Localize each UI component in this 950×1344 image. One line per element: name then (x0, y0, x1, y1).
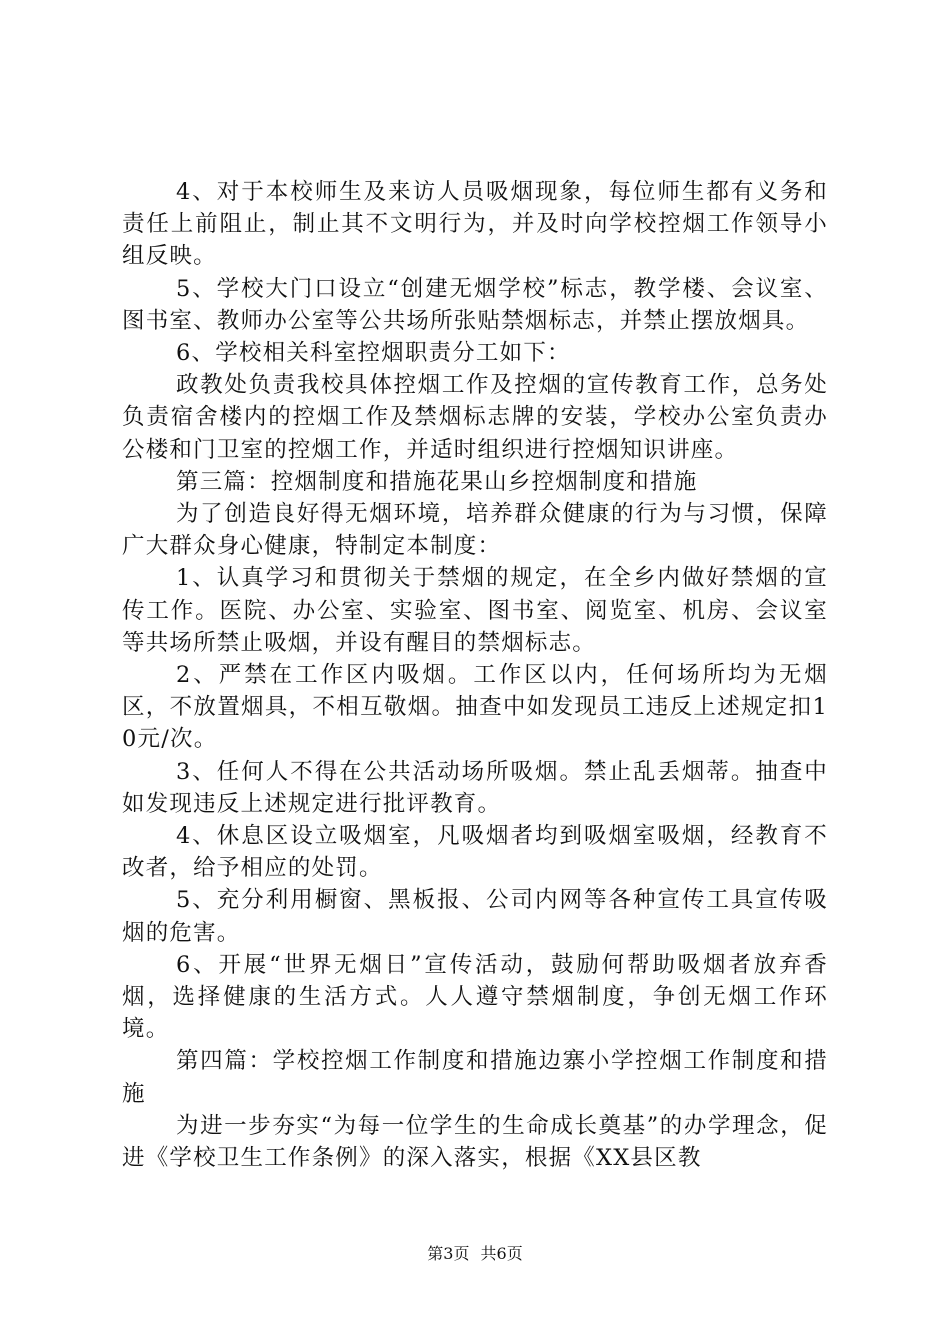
section-heading: 第四篇：学校控烟工作制度和措施边寨小学控烟工作制度和措施 (122, 1048, 828, 1107)
page-total: 共6页 (480, 1244, 523, 1263)
paragraph: 3、任何人不得在公共活动场所吸烟。禁止乱丢烟蒂。抽查中如发现违反上述规定进行批评教育。 (122, 758, 828, 817)
paragraph: 5、充分利用橱窗、黑板报、公司内网等各种宣传工具宣传吸烟的危害。 (122, 887, 828, 946)
paragraph: 2、严禁在工作区内吸烟。工作区以内，任何场所均为无烟区，不放置烟具，不相互敬烟。抽查中如发现员工违反上述规定扣10元/次。 (122, 662, 828, 753)
paragraph: 为了创造良好得无烟环境，培养群众健康的行为与习惯，保障广大群众身心健康，特制定本制度： (122, 501, 828, 560)
paragraph: 6、学校相关科室控烟职责分工如下： (176, 340, 571, 367)
section-heading: 第三篇：控烟制度和措施花果山乡控烟制度和措施 (176, 468, 698, 495)
paragraph: 5、学校大门口设立“创建无烟学校”标志，教学楼、会议室、图书室、教师办公室等公共场所张贴禁烟标志，并禁止摆放烟具。 (122, 275, 828, 334)
paragraph: 1、认真学习和贯彻关于禁烟的规定，在全乡内做好禁烟的宣传工作。医院、办公室、实验室、图书室、阅览室、机房、会议室等共场所禁止吸烟，并设有醒目的禁烟标志。 (122, 565, 828, 656)
paragraph: 4、休息区设立吸烟室，凡吸烟者均到吸烟室吸烟，经教育不改者，给予相应的处罚。 (122, 823, 828, 882)
paragraph: 为进一步夯实“为每一位学生的生命成长奠基”的办学理念，促进《学校卫生工作条例》的深入落实，根据《XX县区教 (122, 1112, 828, 1172)
paragraph: 6、开展“世界无烟日”宣传活动，鼓励何帮助吸烟者放弃香烟，选择健康的生活方式。人人遵守禁烟制度，争创无烟工作环境。 (122, 951, 828, 1043)
paragraph: 政教处负责我校具体控烟工作及控烟的宣传教育工作，总务处负责宿舍楼内的控烟工作及禁烟标志牌的安装，学校办公室负责办公楼和门卫室的控烟工作，并适时组织进行控烟知识讲座。 (122, 372, 828, 463)
document-body (122, 176, 828, 1174)
paragraph: 4、对于本校师生及来访人员吸烟现象，每位师生都有义务和责任上前阻止，制止其不文明行为，并及时向学校控烟工作领导小组反映。 (122, 179, 828, 270)
page-number: 第3页 (427, 1244, 470, 1263)
page-footer (0, 1244, 950, 1264)
